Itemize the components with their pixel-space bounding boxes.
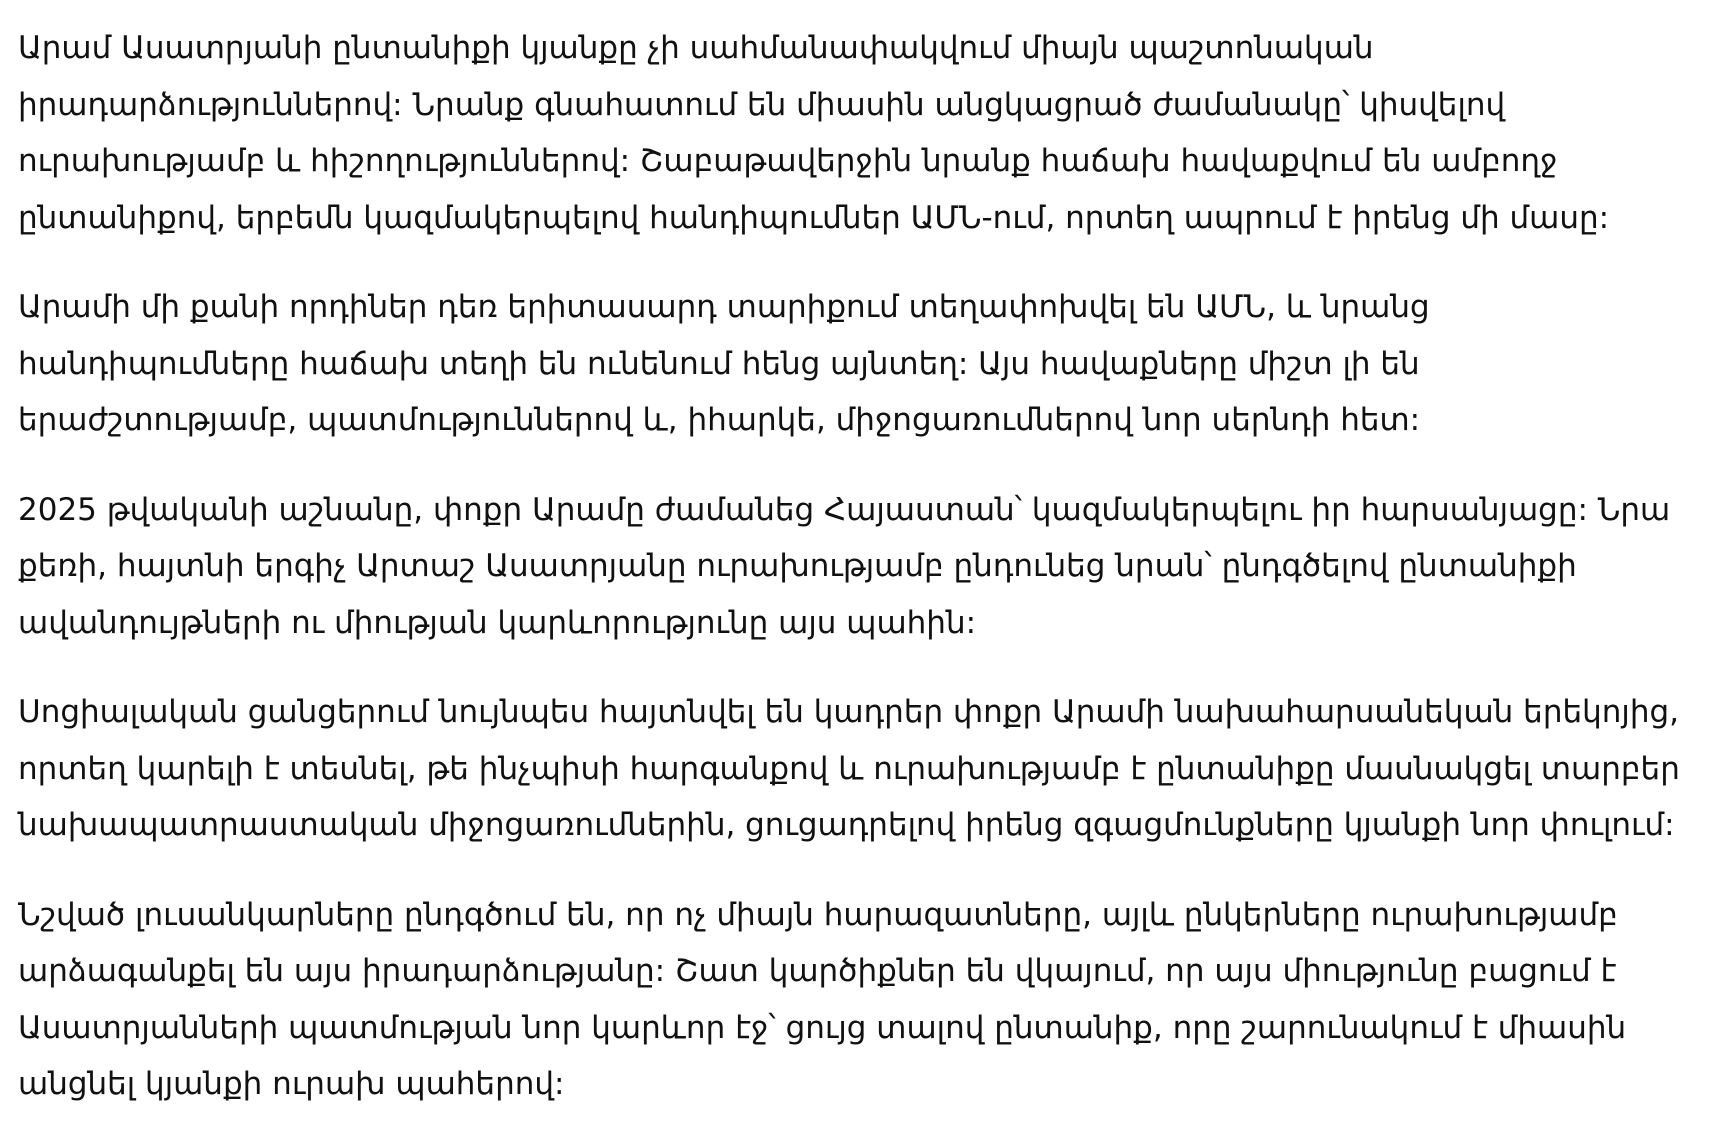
paragraph-4 <box>18 684 1680 854</box>
text-line: Ասատրյանների պատմության նոր կարևոր էջ՝ ցույց տալով ընտանիք, որը շարունակում է միասին <box>18 1009 1627 1046</box>
text-line: ավանդույթների ու միության կարևորությունը այս պահին: <box>18 604 977 641</box>
paragraph-3 <box>18 482 1671 652</box>
text-line: հանդիպումները հաճախ տեղի են ունենում հենց այնտեղ: Այս հավաքները միշտ լի են <box>18 345 1420 382</box>
article-body <box>18 20 1680 1146</box>
text-line: Արամի մի քանի որդիներ դեռ երիտասարդ տարիքում տեղափոխվել են ԱՄՆ, և նրանց <box>18 289 1430 325</box>
text-line: երաժշտությամբ, պատմություններով և, իհարկե, միջոցառումներով նոր սերնդի հետ: <box>18 402 1421 438</box>
text-line: որտեղ կարելի է տեսնել, թե ինչպիսի հարգանքով և ուրախությամբ է ընտանիքը մասնակցել տարբեր <box>18 750 1680 787</box>
text-line: քեռի, հայտնի երգիչ Արտաշ Ասատրյանը ուրախությամբ ընդունեց նրան՝ ընդգծելով ընտանիքի <box>18 548 1577 584</box>
text-line: ուրախությամբ և հիշողություններով: Շաբաթավերջին նրանք հաճախ հավաքվում են ամբողջ <box>18 143 1558 179</box>
text-line: նախապատրաստական միջոցառումներին, ցուցադրելով իրենց զգացմունքները կյանքի նոր փուլում: <box>18 807 1675 843</box>
text-line: Նշված լուսանկարները ընդգծում են, որ ոչ միայն հարազատները, այլև ընկերները ուրախությամբ <box>18 896 1618 933</box>
text-line: 2025 թվականի աշնանը, փոքր Արամը ժամանեց Հայաստան՝ կազմակերպելու իր հարսանյացը: Նրա <box>18 491 1671 528</box>
paragraph-5 <box>18 887 1658 1113</box>
text-line: իրադարձություններով: Նրանք գնահատում են միասին անցկացրած ժամանակը՝ կիսվելով <box>18 86 1506 123</box>
text-line: Սոցիալական ցանցերում նույնպես հայտնվել են կադրեր փոքր Արամի նախահարսանեկան երեկոյից, <box>18 694 1679 730</box>
text-line: ընտանիքով, երբեմն կազմակերպելով հանդիպումներ ԱՄՆ-ում, որտեղ ապրում է իրենց մի մասը: <box>18 199 1610 236</box>
text-line: Արամ Ասատրյանի ընտանիքի կյանքը չի սահմանափակվում միայն պաշտոնական <box>18 30 1374 66</box>
paragraph-2 <box>18 279 1658 449</box>
text-line: արձագանքել են այս իրադարձությանը: Շատ կարծիքներ են վկայում, որ այս միությունը բացում է <box>18 953 1617 989</box>
paragraph-1 <box>18 20 1658 246</box>
text-line: անցնել կյանքի ուրախ պահերով: <box>18 1066 565 1102</box>
